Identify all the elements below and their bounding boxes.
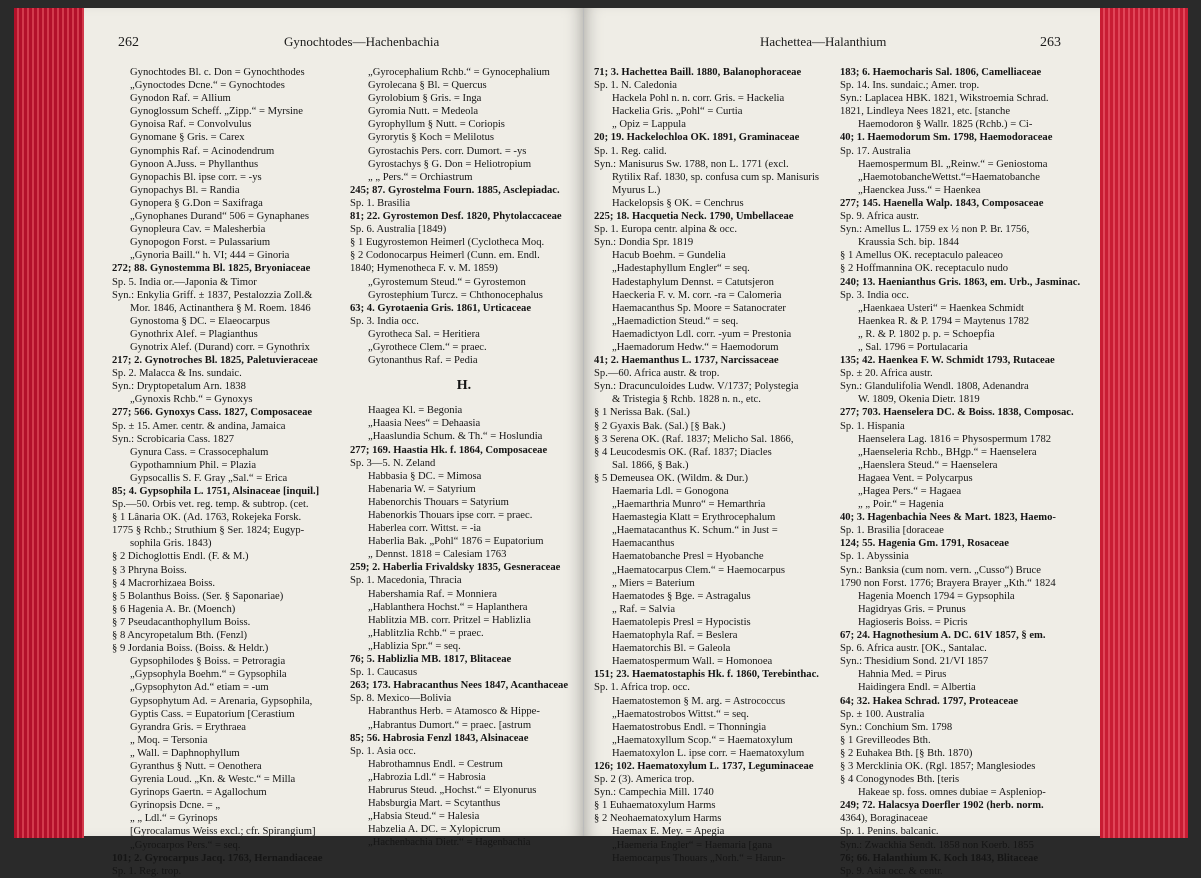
entry-line: Haematobanche Presl = Hyobanche — [612, 551, 764, 563]
entry-line: 225; 18. Hacquetia Neck. 1790, Umbellaceae — [594, 211, 794, 223]
entry-line: „Gynoxis Rchb.“ = Gynoxys — [130, 394, 253, 406]
entry-line: 1775 § Rchb.; Struthium § Ser. 1824; Eugyp- — [112, 525, 305, 537]
entry-line: „Haemadorum Hedw.“ = Haemodorum — [612, 341, 779, 353]
entry-line: Sp. 3. India occ. — [840, 289, 909, 301]
entry-line: Gytonanthus Raf. = Pedia — [368, 355, 478, 367]
entry-line: Haematostrobus Endl. = Thonningia — [612, 721, 767, 733]
entry-line: Sp. 1. Abyssinia — [840, 551, 909, 563]
entry-line: 259; 2. Haberlia Frivaldsky 1835, Gesneraceae — [350, 562, 561, 574]
entry-line: Habenorkis Thouars ipse corr. = praec. — [368, 510, 533, 521]
entry-line: Rytilix Raf. 1830, sp. confusa cum sp. Manisuris — [612, 171, 820, 183]
entry-line: „ Dennst. 1818 = Calesiam 1763 — [368, 549, 507, 561]
entry-line: 81; 22. Gyrostemon Desf. 1820, Phytolaccaceae — [350, 211, 562, 223]
entry-line: Syn.: Manisurus Sw. 1788, non L. 1771 (excl. — [594, 158, 789, 170]
entry-line: Hackelopsis § OK. = Cenchrus — [612, 197, 744, 209]
entry-line: Habenaria W. = Satyrium — [368, 483, 476, 495]
entry-line: Sp.—50. Orbis vet. reg. temp. & subtrop. (cet. — [112, 499, 309, 511]
entry-line: Habbasia § DC. = Mimosa — [368, 470, 482, 482]
entry-line: „ Wall. = Daphnophyllum — [130, 747, 240, 759]
entry-line: Gyrophyllum § Nutt. = Coriopis — [368, 119, 505, 131]
entry-line: Sp. 1. Caucasus — [350, 667, 418, 679]
entry-line: Syn.: Enkylia Griff. ± 1837, Pestalozzia Zoll.& — [112, 289, 313, 301]
entry-line: „Gyrocarpos Pers.“ = seq. — [130, 839, 241, 851]
entry-line: Hahnia Med. = Pirus — [858, 669, 947, 681]
entry-line: Sp. 1. Asia occ. — [350, 745, 416, 757]
entry-line: § 5 Demeusea OK. (Wildm. & Dur.) — [594, 472, 749, 484]
entry-line: Hackela Pohl n. n. corr. Gris. = Hackelia — [612, 93, 785, 105]
entry-line: Syn.: Thesidium Sond. 21/VI 1857 — [840, 656, 989, 668]
letter-section-heading: H. — [456, 378, 472, 394]
entry-line: Hakeae sp. foss. omnes dubiae = Aspleniop- — [858, 787, 1046, 799]
entry-line: 277; 145. Haenella Walp. 1843, Composaceae — [840, 197, 1044, 209]
entry-line: 217; 2. Gynotroches Bl. 1825, Paletuvieraceae — [112, 355, 318, 367]
entry-line: „Hachenbachia Dietr.“ = Hagenbachia — [368, 837, 531, 849]
entry-line: § 4 Leucodesmis OK. (Raf. 1837; Diacles — [594, 446, 772, 458]
entry-line: Habenorchis Thouars = Satyrium — [368, 496, 509, 508]
entry-line: Syn.: Campechia Mill. 1740 — [594, 787, 714, 799]
entry-line: 76; 66. Halanthium K. Koch 1843, Blitaceae — [840, 852, 1039, 864]
entry-line: W. 1809, Okenia Dietr. 1819 — [858, 394, 980, 406]
entry-line: Gyrostephium Turcz. = Chthonocephalus — [368, 289, 543, 301]
entry-line: § 2 Dichoglottis Endl. (F. & M.) — [112, 551, 249, 563]
entry-line: Haemacanthus — [612, 538, 675, 550]
entry-line: Haemaria Ldl. = Gonogona — [612, 486, 729, 497]
entry-line: Haidingera Endl. = Albertia — [858, 682, 976, 694]
entry-line: § 2 Euhakea Bth. [§ Bth. 1870) — [840, 747, 973, 759]
entry-line: Gyrinops Gaertn. = Agallochum — [130, 787, 267, 799]
entry-line: 263; 173. Habracanthus Nees 1847, Acanthaceae — [350, 680, 569, 692]
entry-line: Gypsophilodes § Boiss. = Petroragia — [130, 656, 286, 668]
entry-line: Syn.: Banksia (cum nom. vern. „Cusso“) Bruce — [840, 564, 1041, 576]
entry-line: Syn.: Dracunculoides Ludw. V/1737; Polystegia — [594, 381, 799, 393]
entry-line: Hagenia Moench 1794 = Gypsophila — [858, 590, 1015, 602]
entry-line: Haematospermum Wall. = Homonoea — [612, 656, 773, 668]
right-page-edges — [1100, 8, 1188, 838]
entry-line: Gynodon Raf. = Allium — [130, 93, 231, 105]
entry-line: Haematostemon § M. arg. = Astrococcus — [612, 695, 786, 707]
entry-line: § 1 Eugyrostemon Heimerl (Cyclotheca Moq. — [350, 237, 545, 249]
entry-line: „ Moq. = Tersonia — [130, 734, 208, 746]
entry-line: 41; 2. Haemanthus L. 1737, Narcissaceae — [594, 355, 779, 367]
entry-line: Sal. 1866, § Bak.) — [612, 459, 689, 471]
entry-line: 183; 6. Haemocharis Sal. 1806, Camelliaceae — [840, 67, 1042, 78]
entry-line: „Hablizia Spr.“ = seq. — [368, 640, 461, 652]
entry-line: Haematophyla Raf. = Beslera — [612, 630, 738, 642]
entry-line: § 4 Macrorhizaea Boiss. — [112, 577, 215, 589]
entry-line: Gynopleura Cav. = Malesherbia — [130, 224, 266, 236]
entry-line: § 2 Neohaematoxylum Harms — [594, 813, 722, 825]
entry-line: Sp. 1. Brasilia [doraceae — [840, 525, 944, 537]
entry-line: 67; 24. Hagnothesium A. DC. 61V 1857, § em. — [840, 630, 1046, 642]
entry-line: § 1 Grevilleodes Bth. — [840, 734, 931, 746]
entry-line: § 1 Nerissa Bak. (Sal.) — [594, 407, 690, 419]
entry-line: Gyrotheca Sal. = Heritiera — [368, 328, 480, 340]
entry-line: § 2 Hoffmannina OK. receptaculo nudo — [840, 263, 1009, 275]
entry-line: Haenkea R. & P. 1794 = Maytenus 1782 — [858, 315, 1030, 327]
entry-line: Habsburgia Mart. = Scytanthus — [368, 798, 501, 810]
entry-line: Syn.: Zwackhia Sendt. 1858 non Koerb. 1855 — [840, 839, 1034, 851]
entry-line: Syn.: Dondia Spr. 1819 — [594, 237, 694, 249]
entry-line: 63; 4. Gyrotaenia Gris. 1861, Urticaceae — [350, 302, 532, 314]
right-column-2 — [840, 66, 1080, 878]
entry-line: 277; 566. Gynoxys Cass. 1827, Composaceae — [112, 407, 313, 419]
entry-line: Syn.: Laplacea HBK. 1821, Wikstroemia Schrad. — [840, 93, 1049, 105]
entry-line: „Gynophanes Durand“ 506 = Gynaphanes — [130, 211, 309, 223]
entry-line: Haematorchis Bl. = Galeola — [612, 643, 731, 655]
entry-line: Sp. 1. Macedonia, Thracia — [350, 575, 462, 587]
entry-line: Gynopachis Bl. ipse corr. = -ys — [130, 171, 262, 183]
entry-line: Gyrolecana § Bl. = Quercus — [368, 80, 487, 92]
entry-line: 20; 19. Hackelochloa OK. 1891, Graminaceae — [594, 132, 800, 144]
right-column-1 — [594, 66, 830, 865]
entry-line: 245; 87. Gyrostelma Fourn. 1885, Asclepiadac. — [350, 184, 560, 196]
entry-line: Sp. 9. Africa austr. — [840, 211, 919, 223]
entry-line: „ Opiz = Lappula — [612, 119, 686, 131]
entry-line: Sp. 9. Asia occ. & centr. — [840, 865, 943, 877]
left-column-1 — [112, 66, 342, 878]
entry-line: 249; 72. Halacsya Doerfler 1902 (herb. norm. — [840, 800, 1044, 812]
entry-line: „Haematocarpus Clem.“ = Haemocarpus — [612, 564, 786, 576]
entry-line: Sp. 6. Africa austr. [OK., Santalac. — [840, 643, 987, 655]
entry-line: Haemacanthus Sp. Moore = Satanocrater — [612, 302, 786, 314]
entry-line: 124; 55. Hagenia Gm. 1791, Rosaceae — [840, 538, 1009, 550]
entry-line: Sp.—60. Africa austr. & trop. — [594, 368, 720, 380]
entry-line: „ Sal. 1796 = Portulacaria — [858, 341, 968, 353]
entry-line: Gypothamnium Phil. = Plazia — [130, 459, 257, 471]
entry-line: „Gynoria Baill.“ h. VI; 444 = Ginoria — [130, 250, 290, 262]
entry-line: 1840; Hymenotheca F. v. M. 1859) — [350, 263, 498, 275]
entry-line: „Haemarthria Munro“ = Hemarthria — [612, 499, 766, 511]
entry-line: 272; 88. Gynostemma Bl. 1825, Bryoniaceae — [112, 263, 311, 275]
entry-line: „Haemeria Engler“ = Haemaria [gana — [612, 839, 773, 851]
entry-line: Gyrorytis § Koch = Melilotus — [368, 132, 495, 144]
entry-line: 135; 42. Haenkea F. W. Schmidt 1793, Rutaceae — [840, 355, 1055, 367]
entry-line: Haematoxylon L. ipse corr. = Haematoxylum — [612, 747, 805, 759]
entry-line: „Habrozia Ldl.“ = Habrosia — [368, 771, 486, 783]
entry-line: Sp. ± 15. Amer. centr. & andina, Jamaica — [112, 420, 286, 432]
entry-line: Haberlea corr. Wittst. = -ia — [368, 523, 482, 535]
entry-line: Haematolepis Presl = Hypocistis — [612, 616, 751, 628]
entry-line: 1790 non Forst. 1776; Brayera Brayer „Kth.“ 1824 — [840, 577, 1056, 589]
entry-line: Sp. 1. Brasilia — [350, 197, 411, 209]
entry-line: Gynoon A.Juss. = Phyllanthus — [130, 158, 259, 170]
entry-line: Habrothamnus Endl. = Cestrum — [368, 758, 503, 770]
entry-line: Hablitzia MB. corr. Pritzel = Hablizlia — [368, 614, 531, 626]
entry-line: 85; 56. Habrosia Fenzl 1843, Alsinaceae — [350, 732, 529, 744]
entry-line: Gypsocallis S. F. Gray „Sal.“ = Erica — [130, 472, 288, 484]
entry-line: § 7 Pseudacanthophyllum Boiss. — [112, 616, 251, 628]
entry-line: Sp. 2. Malacca & Ins. sundaic. — [112, 368, 242, 380]
entry-line: Kraussia Sch. bip. 1844 — [858, 237, 959, 249]
entry-line: Habrurus Steud. „Hochst.“ = Elyonurus — [368, 784, 537, 796]
entry-line: Sp. ± 20. Africa austr. — [840, 368, 933, 380]
entry-line: „ Raf. = Salvia — [612, 603, 676, 615]
entry-line: Gyranthus § Nutt. = Oenothera — [130, 760, 262, 772]
entry-line: Syn.: Scrobicaria Cass. 1827 — [112, 433, 235, 445]
entry-line: § 4 Conogynodes Bth. [teris — [840, 774, 960, 786]
entry-line: Haenselera Lag. 1816 = Physospermum 1782 — [858, 433, 1052, 445]
entry-line: Sp. 1. Reg. trop. — [112, 865, 182, 877]
left-column-2 — [350, 66, 578, 849]
entry-line: 85; 4. Gypsophila L. 1751, Alsinaceae [inquil.] — [112, 486, 320, 497]
entry-line: Gynoglossum Scheff. „Zipp.“ = Myrsine — [130, 106, 303, 118]
entry-line: Haemadictyon Ldl. corr. -yum = Prestonia — [612, 328, 792, 340]
entry-line: 126; 102. Haematoxylum L. 1737, Leguminaceae — [594, 760, 814, 772]
entry-line: Haemax E. Mey. = Apegia — [612, 826, 725, 838]
entry-line: Haematodes § Bge. = Astragalus — [612, 590, 751, 602]
entry-line: Gynura Cass. = Crassocephalum — [130, 446, 269, 458]
entry-line: 240; 13. Haenianthus Gris. 1863, em. Urb., Jasminac. — [840, 276, 1081, 288]
entry-line: Sp. 1. Africa trop. occ. — [594, 682, 690, 694]
entry-line: 277; 703. Haenselera DC. & Boiss. 1838, Composac. — [840, 407, 1074, 419]
entry-line: § 2 Codonocarpus Heimerl (Cunn. em. Endl. — [350, 250, 540, 262]
entry-line: Gyrandra Gris. = Erythraea — [130, 721, 246, 733]
entry-line: Gyrolobium § Gris. = Inga — [368, 93, 482, 105]
entry-line: 40; 1. Haemodorum Sm. 1798, Haemodoraceae — [840, 132, 1053, 144]
entry-line: „Haematostrobos Wittst.“ = seq. — [612, 708, 749, 720]
entry-line: „Haemadiction Steud.“ = seq. — [612, 315, 739, 327]
entry-line: „Gyrothece Clem.“ = praec. — [368, 341, 487, 353]
entry-line: Sp. 3. India occ. — [350, 315, 419, 327]
right-page — [584, 8, 1100, 877]
entry-line: § 9 Jordania Boiss. (Boiss. & Heldr.) — [112, 643, 269, 655]
entry-line: „HaemotobancheWettst.“=Haematobanche — [858, 171, 1040, 183]
entry-line: § 5 Bolanthus Boiss. (Ser. § Saponariae) — [112, 590, 284, 602]
entry-line: Gyptis Cass. = Eupatorium [Cerastium — [130, 708, 295, 720]
entry-line: „Haematoxyllum Scop.“ = Haematoxylum — [612, 734, 793, 746]
entry-line: Myurus L.) — [612, 184, 661, 196]
entry-line: 151; 23. Haematostaphis Hk. f. 1860, Terebinthac. — [594, 669, 819, 681]
entry-line: § 8 Ancyropetalum Bth. (Fenzl) — [112, 630, 248, 642]
entry-line: „Habrantus Dumort.“ = praec. [astrum — [368, 719, 532, 731]
entry-line: Syn.: Conchium Sm. 1798 — [840, 721, 953, 733]
left-page — [84, 8, 584, 877]
entry-line: „ R. & P. 1802 p. p. = Schoepfia — [858, 328, 995, 340]
entry-line: Gyrostachys § G. Don = Heliotropium — [368, 158, 532, 170]
left-running-header: Gynochtodes—Hachenbachia — [284, 34, 440, 49]
entry-line: Sp. 3—5. N. Zeland — [350, 457, 436, 469]
entry-line: 76; 5. Hablizlia MB. 1817, Blitaceae — [350, 654, 512, 666]
entry-line: Sp. 1. Hispania — [840, 420, 905, 432]
entry-line: Hackelia Gris. „Pohl“ = Curtia — [612, 106, 743, 118]
entry-line: Gyrostachis Pers. corr. Dumort. = -ys — [368, 145, 527, 157]
entry-line: Gyrenia Loud. „Kn. & Westc.“ = Milla — [130, 774, 296, 786]
entry-line: Gyromia Nutt. = Medeola — [368, 106, 479, 118]
entry-line: Sp. 1. N. Caledonia — [594, 80, 677, 92]
entry-line: Gynoisa Raf. = Convolvulus — [130, 119, 252, 131]
right-page-number: 263 — [1040, 35, 1061, 50]
entry-line: Haemastegia Klatt = Erythrocephalum — [612, 512, 776, 524]
entry-line: Gynopachys Bl. = Randia — [130, 184, 240, 196]
entry-line: Hagidryas Gris. = Prunus — [858, 603, 966, 615]
entry-line: „ Miers = Baterium — [612, 577, 695, 589]
entry-line: 101; 2. Gyrocarpus Jacq. 1763, Hernandiaceae — [112, 852, 323, 864]
entry-line: „Gynoctodes Dcne.“ = Gynochtodes — [130, 80, 285, 92]
entry-line: Syn.: Amellus L. 1759 ex ½ non P. Br. 1756, — [840, 224, 1030, 236]
entry-line: „ „ Pers.“ = Orchiastrum — [368, 171, 473, 183]
entry-line: Sp. ± 100. Australia — [840, 708, 925, 720]
entry-line: Sp. 5. India or.—Japonia & Timor — [112, 276, 257, 288]
entry-line: „Haenseleria Rchb., BHgp.“ = Haenselera — [858, 446, 1037, 458]
entry-line: Haeckeria F. v. M. corr. -ra = Calomeria — [612, 289, 782, 301]
entry-line: „ „ Ldl.“ = Gyrinops — [130, 813, 218, 825]
entry-line: 1821, Lindleya Nees 1821, etc. [stanche — [840, 106, 1011, 118]
entry-line: Hadestaphylum Dennst. = Catutsjeron — [612, 276, 774, 288]
entry-line: Habranthus Herb. = Atamosco & Hippe- — [368, 706, 540, 718]
entry-line: „Gyrocephalium Rchb.“ = Gynocephalium — [368, 67, 550, 78]
entry-line: „Gypsophyton Ad.“ etiam = -um — [130, 682, 269, 694]
entry-line: „Haematacanthus K. Schum.“ in Just = — [612, 525, 778, 537]
entry-line: § 1 Amellus OK. receptaculo paleaceo — [840, 250, 1003, 262]
entry-line: Habzelia A. DC. = Xylopicrum — [368, 824, 501, 836]
left-page-number: 262 — [118, 35, 139, 50]
entry-line: § 3 Mercklinia OK. (Rgl. 1857; Manglesiodes — [840, 760, 1036, 772]
entry-line: Hagioseris Boiss. = Picris — [858, 616, 968, 628]
entry-line: Haagea Kl. = Begonia — [368, 405, 463, 417]
entry-line: Gynopera § G.Don = Saxifraga — [130, 197, 263, 209]
entry-line: [Gyrocalamus Weiss excl.; cfr. Spirangium] — [130, 826, 316, 838]
entry-line: Syn.: Dryptopetalum Arn. 1838 — [112, 381, 246, 393]
entry-line: Gynochtodes Bl. c. Don = Gynochthodes — [130, 67, 305, 78]
entry-line: Sp. 1. Europa centr. alpina & occ. — [594, 224, 737, 236]
entry-line: Hagaea Vent. = Polycarpus — [858, 472, 973, 484]
entry-line: Haemospermum Bl. „Reinw.“ = Geniostoma — [858, 158, 1048, 170]
entry-line: Hacub Boehm. = Gundelia — [612, 250, 726, 262]
entry-line: Mor. 1846, Actinanthera § M. Roem. 1846 — [130, 302, 311, 314]
entry-line: „Haasia Nees“ = Dehaasia — [368, 418, 481, 430]
entry-line: Haemocarpus Thouars „Norh.“ = Harun- — [612, 852, 786, 864]
entry-line: Habershamia Raf. = Monniera — [368, 588, 497, 600]
entry-line: „Hadestaphyllum Engler“ = seq. — [612, 263, 750, 275]
entry-line: „Haaslundia Schum. & Th.“ = Hoslundia — [368, 431, 543, 443]
entry-line: Syn.: Glandulifolia Wendl. 1808, Adenandra — [840, 381, 1029, 393]
entry-line: 277; 169. Haastia Hk. f. 1864, Composaceae — [350, 444, 548, 456]
entry-line: Sp. 6. Australia [1849) — [350, 224, 447, 236]
entry-line: § 6 Hagenia A. Br. (Moench) — [112, 603, 236, 615]
entry-line: sophila Gris. 1843) — [130, 538, 212, 550]
entry-line: „Hablanthera Hochst.“ = Haplanthera — [368, 601, 528, 613]
entry-line: Gynomane § Gris. = Carex — [130, 132, 245, 144]
entry-line: „Haenslera Steud.“ = Haenselera — [858, 459, 998, 471]
entry-line: Gynotrix Alef. (Durand) corr. = Gynothrix — [130, 341, 310, 353]
entry-line: Sp. 14. Ins. sundaic.; Amer. trop. — [840, 80, 980, 92]
entry-line: Haberlia Bak. „Pohl“ 1876 = Eupatorium — [368, 536, 544, 548]
entry-line: „Gyrostemum Steud.“ = Gyrostemon — [368, 276, 526, 288]
entry-line: Sp. 8. Mexico—Bolivia — [350, 693, 452, 705]
right-running-header: Hachettea—Halanthium — [760, 34, 887, 49]
entry-line: 40; 3. Hagenbachia Nees & Mart. 1823, Haemo- — [840, 512, 1056, 524]
left-page-edges — [14, 8, 84, 838]
entry-line: § 3 Phryna Boiss. — [112, 564, 187, 576]
entry-line: „Gypsophyla Boehm.“ = Gypsophila — [130, 669, 287, 681]
entry-line: Gyrinopsis Dcne. = „ — [130, 800, 221, 812]
entry-line: „ „ Poir.“ = Hagenia — [858, 499, 944, 511]
left-column-2-entries-g — [350, 66, 578, 367]
entry-line: Haemodoron § Wallr. 1825 (Rchb.) = Ci- — [858, 119, 1033, 131]
entry-line: „Hablitzlia Rchb.“ = praec. — [368, 627, 484, 639]
entry-line: Gynopogon Forst. = Pulassarium — [130, 237, 271, 249]
entry-line: 4364), Boraginaceae — [840, 813, 928, 825]
entry-line: & Tristegia § Rchb. 1828 n. n., etc. — [612, 394, 761, 406]
entry-line: „Haenkaea Usteri“ = Haenkea Schmidt — [858, 302, 1024, 314]
entry-line: Gynomphis Raf. = Acinodendrum — [130, 145, 275, 157]
entry-line: „Haenckea Juss.“ = Haenkea — [858, 184, 981, 196]
entry-line: „Hagea Pers.“ = Hagaea — [858, 486, 962, 497]
entry-line: Gypsophytum Ad. = Arenaria, Gypsophila, — [130, 695, 313, 707]
left-column-2-entries-h — [350, 404, 578, 849]
entry-line: Gynostoma § DC. = Elaeocarpus — [130, 315, 270, 327]
entry-line: Sp. 1. Reg. calid. — [594, 145, 667, 157]
entry-line: § 3 Serena OK. (Raf. 1837; Melicho Sal. 1866, — [594, 433, 794, 445]
entry-line: „Habsia Steud.“ = Halesia — [368, 811, 480, 823]
entry-line: Sp. 1. Penins. balcanic. — [840, 826, 939, 838]
entry-line: Sp. 2 (3). America trop. — [594, 774, 695, 786]
entry-line: 71; 3. Hachettea Baill. 1880, Balanophoraceae — [594, 67, 802, 78]
entry-line: 64; 32. Hakea Schrad. 1797, Proteaceae — [840, 695, 1019, 707]
entry-line: § 2 Gyaxis Bak. (Sal.) [§ Bak.) — [594, 420, 726, 432]
entry-line: Gynothrix Alef. = Plagianthus — [130, 328, 258, 340]
entry-line: Sp. 17. Australia — [840, 145, 911, 157]
entry-line: § 1 Lânaria OK. (Ad. 1763, Rokejeka Forsk. — [112, 512, 302, 524]
entry-line: § 1 Euhaematoxylum Harms — [594, 800, 716, 812]
